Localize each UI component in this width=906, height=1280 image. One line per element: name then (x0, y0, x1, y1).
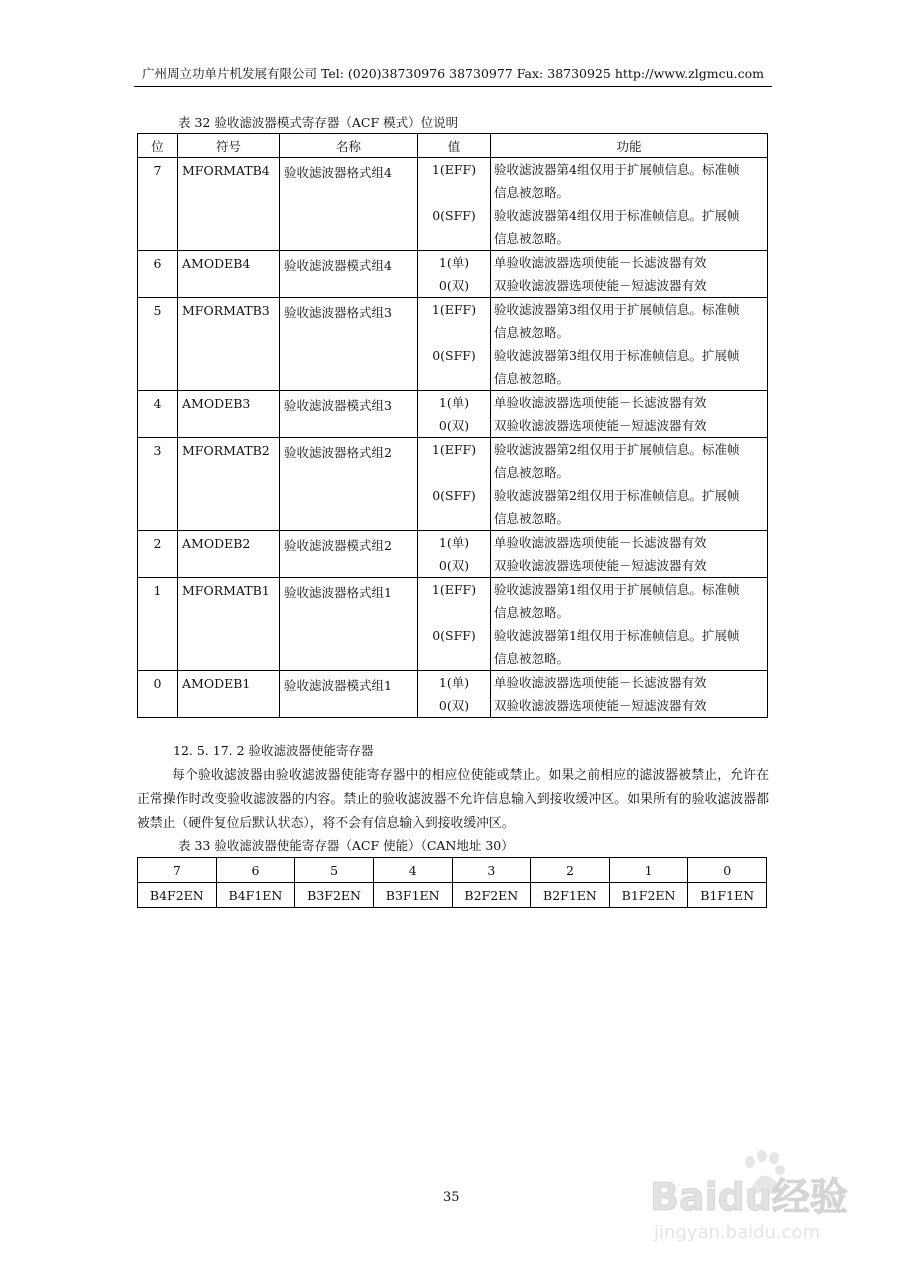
bit-number: 3 (452, 858, 531, 883)
value-cell (418, 531, 491, 578)
bit-number: 6 (216, 858, 295, 883)
watermark-brand: Baidu经验 (650, 1175, 848, 1219)
symbol-cell: AMODEB4 (178, 251, 280, 298)
name-cell: 验收滤波器格式组1 (280, 578, 418, 671)
table32-caption: 表 32 验收滤波器模式寄存器（ACF 模式）位说明 (178, 115, 459, 130)
bit-number-row (138, 858, 767, 883)
value-cell (418, 578, 491, 671)
value-2: 0(双) (438, 698, 470, 713)
symbol-cell: MFORMATB4 (178, 158, 280, 251)
bit-name: B4F1EN (216, 883, 295, 908)
symbol-cell: MFORMATB1 (178, 578, 280, 671)
value-2: 0(SFF) (432, 348, 476, 363)
symbol-cell: AMODEB2 (178, 531, 280, 578)
bit-name: B3F2EN (295, 883, 374, 908)
value-cell (418, 298, 491, 391)
symbol-cell: MFORMATB3 (178, 298, 280, 391)
function-cell: 单验收滤波器选项使能－长滤波器有效 双验收滤波器选项使能－短滤波器有效 (491, 251, 768, 298)
name-cell: 验收滤波器格式组3 (280, 298, 418, 391)
table-row (138, 578, 768, 671)
col-header-value: 值 (418, 134, 491, 158)
table33-caption: 表 33 验收滤波器使能寄存器（ACF 使能）（CAN地址 30） (178, 838, 514, 853)
function-cell: 验收滤波器第4组仅用于扩展帧信息。标准帧 信息被忽略。 验收滤波器第4组仅用于标准帧信息。扩展帧 信息被忽略。 (491, 158, 768, 251)
value-1: 1(单) (438, 675, 470, 690)
value-2: 0(SFF) (432, 488, 476, 503)
table-row (138, 671, 768, 718)
bit-cell: 7 (138, 158, 178, 251)
name-cell: 验收滤波器格式组4 (280, 158, 418, 251)
col-header-name: 名称 (280, 134, 418, 158)
value-2: 0(双) (438, 278, 470, 293)
value-2: 0(SFF) (432, 628, 476, 643)
bit-description-table (137, 133, 768, 718)
function-cell: 验收滤波器第1组仅用于扩展帧信息。标准帧 信息被忽略。 验收滤波器第1组仅用于标准帧信息。扩展帧 信息被忽略。 (491, 578, 768, 671)
header-rule (134, 86, 772, 87)
table-row (138, 438, 768, 531)
function-cell: 单验收滤波器选项使能－长滤波器有效 双验收滤波器选项使能－短滤波器有效 (491, 671, 768, 718)
bit-name: B1F2EN (609, 883, 688, 908)
name-cell: 验收滤波器模式组1 (280, 671, 418, 718)
value-1: 1(EFF) (431, 582, 477, 597)
function-cell: 验收滤波器第3组仅用于扩展帧信息。标准帧 信息被忽略。 验收滤波器第3组仅用于标准帧信息。扩展帧 信息被忽略。 (491, 298, 768, 391)
table-row (138, 298, 768, 391)
function-cell: 验收滤波器第2组仅用于扩展帧信息。标准帧 信息被忽略。 验收滤波器第2组仅用于标准帧信息。扩展帧 信息被忽略。 (491, 438, 768, 531)
table-header-row (138, 134, 768, 158)
value-cell (418, 251, 491, 298)
bit-cell: 3 (138, 438, 178, 531)
bit-number: 7 (138, 858, 217, 883)
section-heading: 12. 5. 17. 2 验收滤波器使能寄存器 (173, 743, 374, 758)
table-row (138, 391, 768, 438)
bit-cell: 0 (138, 671, 178, 718)
bit-name-row (138, 883, 767, 908)
value-1: 1(EFF) (431, 442, 477, 457)
bit-cell: 2 (138, 531, 178, 578)
value-1: 1(EFF) (431, 302, 477, 317)
function-cell: 单验收滤波器选项使能－长滤波器有效 双验收滤波器选项使能－短滤波器有效 (491, 531, 768, 578)
symbol-cell: AMODEB1 (178, 671, 280, 718)
table-row (138, 158, 768, 251)
bit-name: B2F2EN (452, 883, 531, 908)
baidu-jingyan-watermark (650, 1140, 850, 1250)
value-2: 0(双) (438, 418, 470, 433)
watermark-url: jingyan.baidu.com (654, 1222, 821, 1243)
value-1: 1(单) (438, 395, 470, 410)
name-cell: 验收滤波器格式组2 (280, 438, 418, 531)
value-1: 1(单) (438, 535, 470, 550)
bit-name: B1F1EN (688, 883, 767, 908)
bit-name: B4F2EN (138, 883, 217, 908)
symbol-cell: AMODEB3 (178, 391, 280, 438)
bit-cell: 5 (138, 298, 178, 391)
value-cell (418, 438, 491, 531)
value-cell (418, 158, 491, 251)
col-header-bit: 位 (138, 134, 178, 158)
bit-cell: 1 (138, 578, 178, 671)
value-2: 0(双) (438, 558, 470, 573)
function-cell: 单验收滤波器选项使能－长滤波器有效 双验收滤波器选项使能－短滤波器有效 (491, 391, 768, 438)
bit-name: B2F1EN (531, 883, 610, 908)
name-cell: 验收滤波器模式组2 (280, 531, 418, 578)
page-number: 35 (443, 1190, 460, 1205)
bit-number: 0 (688, 858, 767, 883)
bit-number: 1 (609, 858, 688, 883)
bit-number: 5 (295, 858, 374, 883)
col-header-function: 功能 (491, 134, 768, 158)
page-header: 广州周立功单片机发展有限公司 Tel: (020)38730976 38730977 Fax: 38730925 http://www.zlgmcu.com (142, 66, 764, 81)
table-row (138, 531, 768, 578)
name-cell: 验收滤波器模式组3 (280, 391, 418, 438)
bit-number: 4 (373, 858, 452, 883)
bit-cell: 4 (138, 391, 178, 438)
value-cell (418, 391, 491, 438)
col-header-symbol: 符号 (178, 134, 280, 158)
bit-cell: 6 (138, 251, 178, 298)
bit-name: B3F1EN (373, 883, 452, 908)
body-paragraph: 每个验收滤波器由验收滤波器使能寄存器中的相应位使能或禁止。如果之前相应的滤波器被禁止，允许在正常操作时改变验收滤波器的内容。禁止的验收滤波器不允许信息输入到接收缓冲区。如果所有的验收滤波器都被禁止（硬件复位后默认状态），将不会有信息输入到接收缓冲区。 (137, 768, 769, 831)
value-1: 1(单) (438, 255, 470, 270)
value-cell (418, 671, 491, 718)
enable-register-table (137, 857, 767, 908)
name-cell: 验收滤波器模式组4 (280, 251, 418, 298)
symbol-cell: MFORMATB2 (178, 438, 280, 531)
bit-number: 2 (531, 858, 610, 883)
value-1: 1(EFF) (431, 162, 477, 177)
table-row (138, 251, 768, 298)
value-2: 0(SFF) (432, 208, 476, 223)
